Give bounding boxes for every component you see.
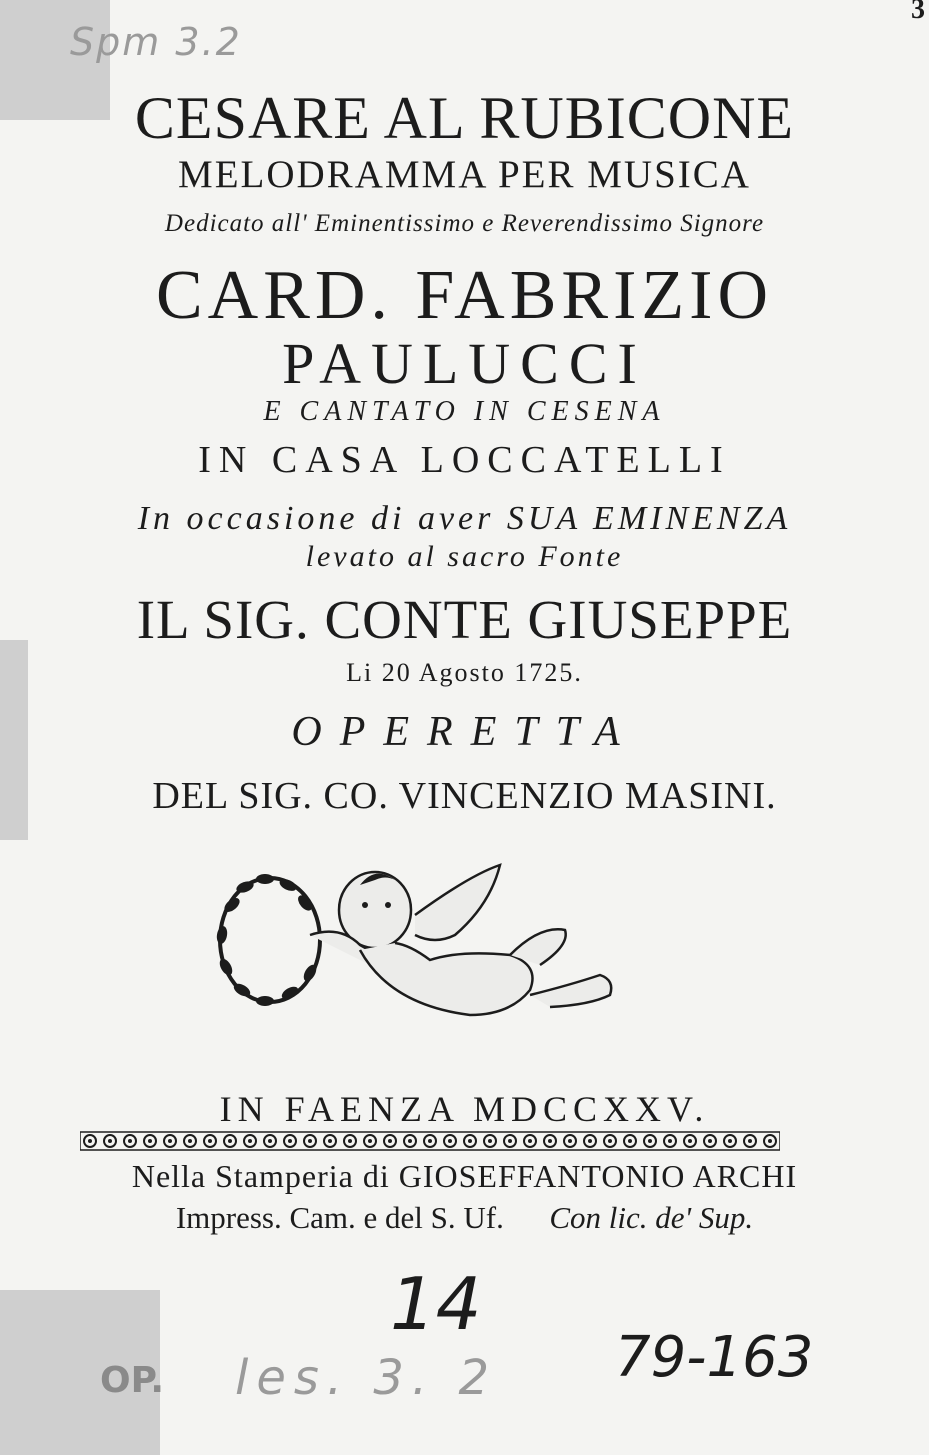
dedication-line: Dedicato all' Eminentissimo e Reverendissimo Signore	[164, 210, 765, 237]
cherub-with-laurel-wreath-icon	[210, 855, 630, 1055]
date-line: Li 20 Agosto 1725.	[346, 658, 583, 687]
handwritten-mark-right: 79-163	[615, 1325, 814, 1390]
ornamental-border-icon	[80, 1130, 780, 1152]
cardinal-name-line2: PAULUCCI	[282, 331, 647, 396]
house-line: IN CASA LOCCATELLI	[198, 439, 731, 481]
occasion-line1: In occasione di aver SUA EMINENZA	[137, 500, 792, 537]
imprint-line	[0, 1200, 929, 1236]
imprint-right: Con lic. de' Sup.	[549, 1200, 754, 1235]
handwritten-shelfmark-top: Spm 3.2	[70, 20, 242, 64]
author-line: DEL SIG. CO. VINCENZIO MASINI.	[152, 775, 777, 817]
place-date-line: IN FAENZA MDCCXXV.	[219, 1089, 710, 1129]
operetta-line: OPERETTA	[291, 709, 638, 755]
cardinal-name-line1: CARD. FABRIZIO	[155, 257, 774, 334]
handwritten-number: 14	[390, 1262, 482, 1346]
main-title: CESARE AL RUBICONE	[134, 85, 795, 151]
occasion-line2: levato al sacro Fonte	[305, 540, 624, 573]
count-giuseppe-line: IL SIG. CONTE GIUSEPPE	[136, 589, 793, 650]
imprint-left: Impress. Cam. e del S. Uf.	[175, 1200, 504, 1235]
handwritten-mark-left: OP.	[100, 1360, 165, 1401]
corner-mark: 3	[911, 0, 925, 25]
subtitle: MELODRAMMA PER MUSICA	[178, 153, 751, 196]
handwritten-mark-middle: les. 3. 2	[235, 1350, 497, 1406]
sung-in-cesena-line: E CANTATO IN CESENA	[263, 396, 666, 427]
printer-line: Nella Stamperia di GIOSEFFANTONIO ARCHI	[131, 1158, 798, 1194]
